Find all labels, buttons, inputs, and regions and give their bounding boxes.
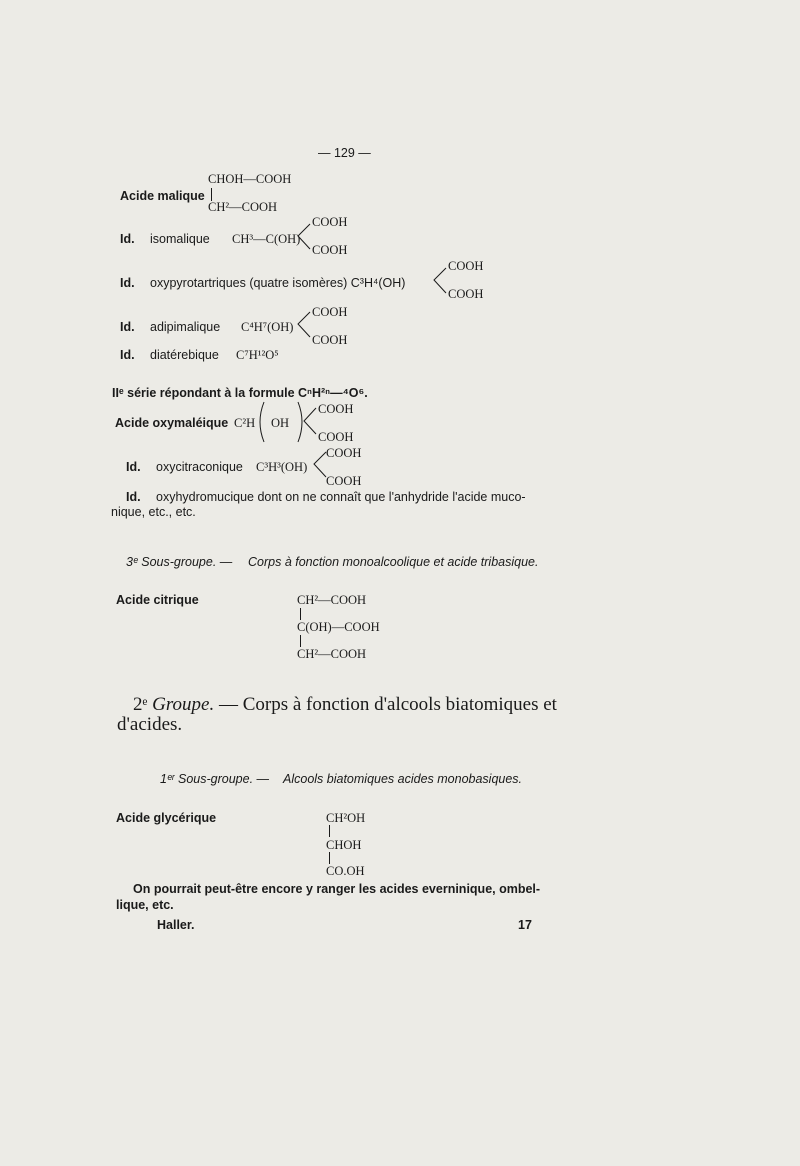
malique-bottom: CH²—COOH	[208, 200, 278, 214]
malique-top: CHOH—COOH	[208, 172, 292, 186]
subgroup3-text: Corps à fonction monoalcoolique et acide tribasique.	[248, 555, 539, 569]
citrique-l1: CH²—COOH	[297, 593, 367, 607]
oxypyro-id: Id.	[120, 276, 135, 290]
oxypyro-branch	[432, 266, 448, 296]
series2-heading: IIᵉ série répondant à la formule CⁿH²ⁿ—⁴O⁶.	[112, 386, 368, 400]
citrique-bond-2	[300, 635, 301, 647]
group2-heading-line2: d'acides.	[117, 714, 183, 735]
subgroup3-label: 3ᵉ Sous-groupe. —	[126, 555, 233, 569]
oxycitraconique-formula: C³H³(OH)	[256, 460, 308, 474]
isomalique-top: COOH	[312, 215, 348, 229]
isomalique-branch	[296, 222, 312, 252]
footer-signature: 17	[518, 918, 532, 932]
group2-heading-line1	[133, 694, 557, 716]
diaterebique-id: Id.	[120, 348, 135, 362]
adipimalique-id: Id.	[120, 320, 135, 334]
oxycitraconique-name: oxycitraconique	[156, 460, 243, 474]
citrique-name: Acide citrique	[116, 593, 199, 607]
oxypyro-name: oxypyrotartriques (quatre isomères) C³H⁴(OH)	[150, 276, 406, 290]
isomalique-id: Id.	[120, 232, 135, 246]
oxymaleique-formula-left: C²H	[234, 416, 256, 430]
group2-prefix: 2ᵉ	[133, 694, 153, 715]
glycerique-l2: CHOH	[326, 838, 362, 852]
citrique-bond-1	[300, 608, 301, 620]
isomalique-formula: CH³—C(OH)	[232, 232, 301, 246]
glycerique-name: Acide glycérique	[116, 811, 217, 825]
closing-line1: On pourrait peut-être encore y ranger les acides everninique, ombel-	[133, 882, 541, 896]
glycerique-l1: CH²OH	[326, 811, 366, 825]
oxyhydromucique-id: Id.	[126, 490, 141, 504]
oxymaleique-parens	[256, 400, 326, 444]
citrique-l2: C(OH)—COOH	[297, 620, 380, 634]
adipimalique-formula: C⁴H⁷(OH)	[241, 320, 294, 334]
subgroup1-label: 1ᵉʳ Sous-groupe. —	[160, 772, 270, 786]
isomalique-name: isomalique	[150, 232, 210, 246]
oxyhydromucique-line1: oxyhydromucique dont on ne connaît que l'anhydride l'acide muco-	[156, 490, 526, 504]
oxymaleique-bottom: COOH	[318, 430, 354, 444]
adipimalique-top: COOH	[312, 305, 348, 319]
oxyhydromucique-line2: nique, etc., etc.	[111, 505, 196, 519]
malique-name: Acide malique	[120, 189, 205, 203]
adipimalique-branch	[296, 310, 312, 340]
adipimalique-name: adipimalique	[150, 320, 221, 334]
group2-group: Groupe.	[152, 694, 215, 715]
isomalique-bottom: COOH	[312, 243, 348, 257]
subgroup1-text: Alcools biatomiques acides monobasiques.	[283, 772, 523, 786]
diaterebique-formula: C⁷H¹²O⁵	[236, 348, 279, 362]
glycerique-l3: CO.OH	[326, 864, 365, 878]
glycerique-bond-1	[329, 825, 330, 837]
oxypyro-top: COOH	[448, 259, 484, 273]
oxymaleique-top: COOH	[318, 402, 354, 416]
oxycitraconique-bottom: COOH	[326, 474, 362, 488]
group2-rest: — Corps à fonction d'alcools biatomiques et	[214, 694, 557, 715]
adipimalique-bottom: COOH	[312, 333, 348, 347]
oxymaleique-name: Acide oxymaléique	[115, 416, 229, 430]
glycerique-bond-2	[329, 852, 330, 864]
oxypyro-bottom: COOH	[448, 287, 484, 301]
oxycitraconique-id: Id.	[126, 460, 141, 474]
page-number: — 129 —	[318, 146, 371, 160]
closing-line2: lique, etc.	[116, 898, 174, 912]
oxycitraconique-top: COOH	[326, 446, 362, 460]
diaterebique-name: diatérebique	[150, 348, 219, 362]
footer-author: Haller.	[157, 918, 195, 932]
citrique-l3: CH²—COOH	[297, 647, 367, 661]
oxymaleique-oh: OH	[271, 416, 290, 430]
